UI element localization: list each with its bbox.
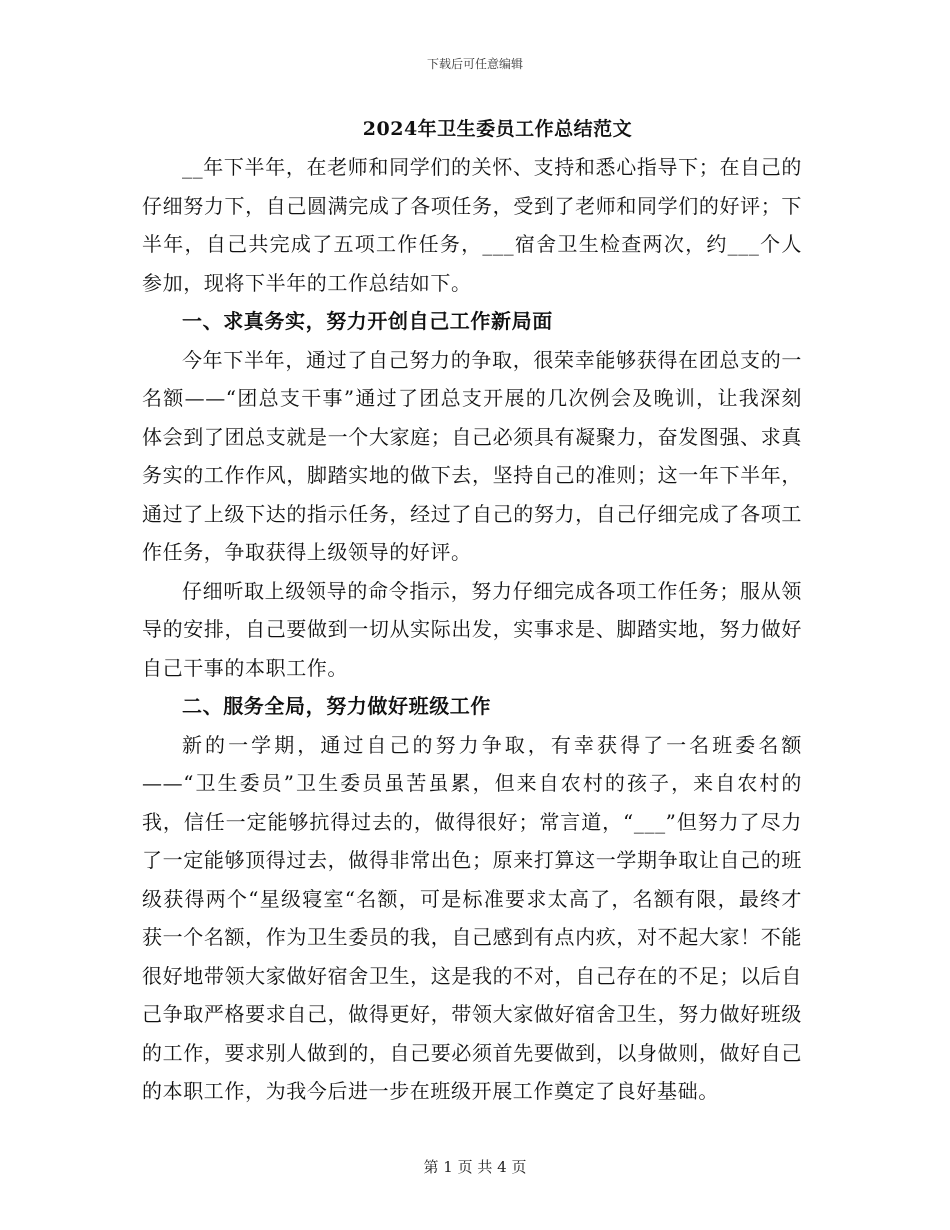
section-heading-1: 一、求真务实，努力开创自己工作新局面: [182, 309, 553, 333]
document-body: [142, 148, 802, 1111]
section-heading-2: 二、服务全局，努力做好班级工作: [182, 694, 491, 718]
page-number-footer: 第 1 页 共 4 页: [423, 1158, 527, 1176]
section-1-paragraph-2: 仔细听取上级领导的命令指示，努力仔细完成各项工作任务；服从领导的安排，自己要做到一切从实际出发，实事求是、脚踏实地，努力做好自己干事的本职工作。: [142, 578, 802, 680]
header-note: 下载后可任意编辑: [426, 57, 523, 71]
intro-paragraph: __年下半年，在老师和同学们的关怀、支持和悉心指导下；在自己的仔细努力下，自己圆满完成了各项任务，受到了老师和同学们的好评；下半年，自己共完成了五项工作任务，___宿舍卫生检查两次，约___个人参加，现将下半年的工作总结如下。: [142, 155, 802, 295]
section-2-paragraph-1: 新的一学期，通过自己的努力争取，有幸获得了一名班委名额——“卫生委员”卫生委员虽苦虽累，但来自农村的孩子，来自农村的我，信任一定能够抗得过去的，做得很好；常言道，“___”但努力了尽力了一定能够顶得过去，做得非常出色；原来打算这一学期争取让自己的班级获得两个“星级寝室“名额，可是标准要求太高了，名额有限，最终才获一个名额，作为卫生委员的我，自己感到有点内疚，对不起大家！不能很好地带领大家做好宿舍卫生，这是我的不对，自己存在的不足；以后自己争取严格要求自己，做得更好，带领大家做好宿舍卫生，努力做好班级的工作，要求别人做到的，自己要必须首先要做到，以身做则，做好自己的本职工作，为我今后进一步在班级开展工作奠定了良好基础。: [142, 732, 802, 1103]
section-1-paragraph-1: 今年下半年，通过了自己努力的争取，很荣幸能够获得在团总支的一名额——“团总支干事”通过了团总支开展的几次例会及晚训，让我深刻体会到了团总支就是一个大家庭；自己必须具有凝聚力，奋发图强、求真务实的工作作风，脚踏实地的做下去，坚持自己的准则；这一年下半年，通过了上级下达的指示任务，经过了自己的努力，自己仔细完成了各项工作任务，争取获得上级领导的好评。: [142, 347, 802, 564]
document-title: 2024年卫生委员工作总结范文: [362, 118, 633, 140]
